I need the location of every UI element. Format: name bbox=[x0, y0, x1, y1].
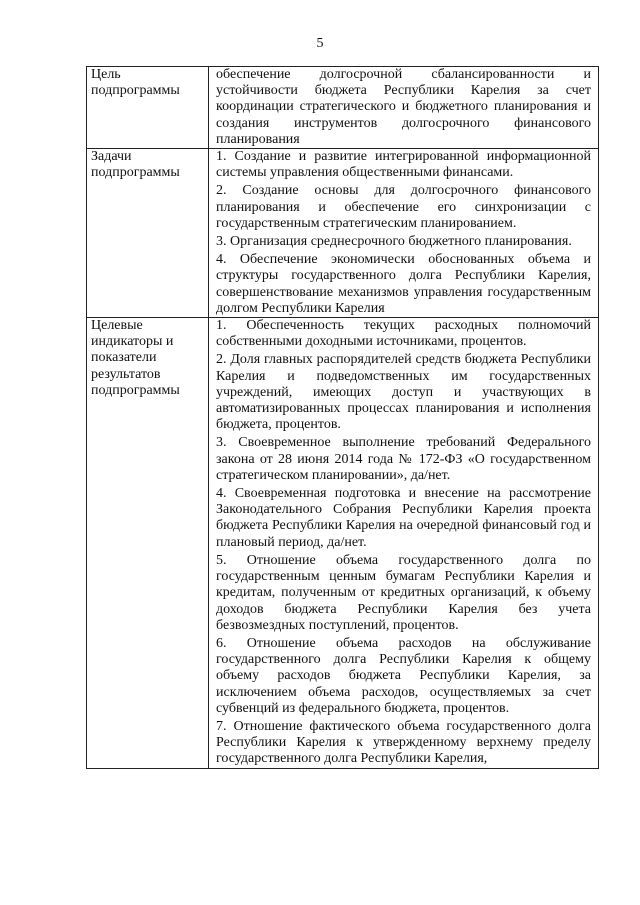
row-content-goal bbox=[209, 67, 599, 149]
indicator-item-2: 2. Доля главных распорядителей средств бюджета Республики Карелия и подведомственных им государственных учреждений, имеющих доступ и участвующих в автоматизированных процессах планирования и исполнения бюджета, процентов. bbox=[216, 352, 591, 433]
table-row-tasks bbox=[87, 149, 599, 318]
row-label-tasks: Задачи подпрограммы bbox=[87, 149, 209, 318]
row-label-goal: Цель подпрограммы bbox=[87, 67, 209, 149]
row-label-indicators: Целевые индикаторы и показатели результатов подпрограммы bbox=[87, 318, 209, 768]
task-item-2: 2. Создание основы для долгосрочного финансового планирования и обеспечение его синхронизации с государственным стратегическим планированием. bbox=[216, 183, 591, 231]
indicator-item-7: 7. Отношение фактического объема государственного долга Республики Карелия к утвержденному верхнему пределу государственного долга Республики Карелия, bbox=[216, 718, 591, 767]
table-row-goal bbox=[87, 67, 599, 149]
row-content-tasks bbox=[209, 149, 599, 318]
indicator-item-1: 1. Обеспеченность текущих расходных полномочий собственными доходными источниками, процентов. bbox=[216, 318, 591, 350]
task-item-1: 1. Создание и развитие интегрированной информационной системы управления общественными финансами. bbox=[216, 149, 591, 181]
indicator-item-3: 3. Своевременное выполнение требований Федерального закона от 28 июня 2014 года № 172-ФЗ «О государственном стратегическом планировании», да/нет. bbox=[216, 435, 591, 483]
task-item-3: 3. Организация среднесрочного бюджетного планирования. bbox=[216, 234, 572, 250]
indicator-item-5: 5. Отношение объема государственного долга по государственным ценным бумагам Республики Карелия и кредитам, полученным от кредитных организаций, к объему доходов бюджета Республики Карелия без учета безвозмездных поступлений, процентов. bbox=[216, 552, 591, 633]
subprogram-passport-table bbox=[86, 66, 599, 769]
page-number: 5 bbox=[316, 36, 324, 51]
task-item-4: 4. Обеспечение экономически обоснованных объема и структуры государственного долга Республики Карелия, совершенствование механизмов управления государственным долгом Республики Карелия bbox=[216, 252, 591, 316]
table-row-indicators bbox=[87, 318, 599, 768]
indicator-item-4: 4. Своевременная подготовка и внесение на рассмотрение Законодательного Собрания Республики Карелия проекта бюджета Республики Карелия на очередной финансовый год и плановый период, да/нет. bbox=[216, 486, 591, 550]
row-content-indicators bbox=[209, 318, 599, 768]
indicator-item-6: 6. Отношение объема расходов на обслуживание государственного долга Республики Карелия к общему объему расходов бюджета Республики Карелия, за исключением объема расходов, осуществляемых за счет субвенций из федерального бюджета, процентов. bbox=[216, 635, 591, 716]
goal-paragraph: обеспечение долгосрочной сбалансированности и устойчивости бюджета Республики Карелия за счет координации стратегического и бюджетного планирования и создания инструментов долгосрочного финансового планирования bbox=[216, 67, 591, 147]
